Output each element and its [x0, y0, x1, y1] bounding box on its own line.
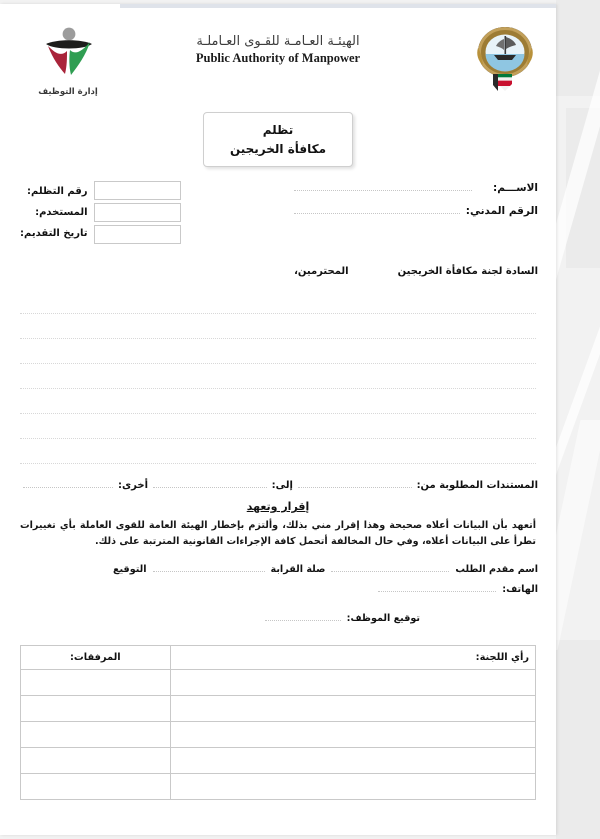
- documents-to-input[interactable]: [153, 478, 267, 488]
- documents-other-input[interactable]: [23, 478, 113, 488]
- submission-date-label: تاريخ التقديم:: [20, 228, 88, 240]
- signature-row-primary: [18, 562, 538, 580]
- documents-to-label: إلى:: [271, 480, 293, 492]
- grievance-number-input[interactable]: [94, 181, 181, 200]
- applicant-fields-zone: [0, 181, 556, 259]
- phone-input[interactable]: [378, 582, 496, 592]
- table-row: [21, 669, 536, 695]
- backdrop-block: [556, 0, 600, 96]
- cell-attachments[interactable]: [21, 773, 171, 799]
- column-header-attachments: المرفقات:: [21, 645, 171, 669]
- cell-attachments[interactable]: [21, 669, 171, 695]
- grievance-body-lines: [0, 289, 556, 464]
- document-header: [0, 4, 556, 110]
- required-documents-row: [0, 464, 556, 491]
- table-row: [21, 747, 536, 773]
- organization-name-english: Public Authority of Manpower: [195, 51, 361, 66]
- backdrop-block: [556, 640, 600, 839]
- table-row: [21, 695, 536, 721]
- name-input[interactable]: [294, 181, 472, 191]
- signature-row-employee: [18, 611, 538, 629]
- committee-table-body: [21, 669, 536, 799]
- committee-table-container: [0, 629, 556, 800]
- body-write-line[interactable]: [20, 439, 536, 464]
- applicant-name-input[interactable]: [331, 562, 449, 572]
- administrative-field-labels: [20, 181, 88, 245]
- table-row: [21, 721, 536, 747]
- form-title-box: [203, 112, 353, 167]
- phone-label: الهاتف:: [502, 583, 538, 595]
- required-documents-label: المستندات المطلوبة من:: [416, 480, 538, 492]
- pledge-heading: إقرار وتعهد: [246, 500, 310, 514]
- cell-attachments[interactable]: [21, 721, 171, 747]
- employee-signature-label: توقيع الموظف:: [346, 612, 420, 624]
- documents-from-input[interactable]: [298, 478, 412, 488]
- name-label: الاســـم:: [493, 182, 538, 195]
- cell-committee-opinion[interactable]: [170, 773, 535, 799]
- field-row-name: [288, 181, 538, 204]
- applicant-identity-fields: [288, 181, 538, 227]
- user-input[interactable]: [94, 203, 181, 222]
- form-title-line1: تظلم: [262, 123, 294, 137]
- submission-date-input[interactable]: [94, 225, 181, 244]
- organization-name-arabic: الهيئـة العـامـة للقـوى العـاملـة: [196, 34, 360, 49]
- administrative-fields: [20, 181, 181, 245]
- table-row: [21, 773, 536, 799]
- signature-zone: [0, 550, 556, 629]
- administrative-field-boxes: [94, 181, 181, 244]
- document-page: [0, 4, 556, 835]
- addressee-line: [0, 259, 556, 289]
- civil-id-input[interactable]: [294, 204, 460, 214]
- signature-label: التوقيع: [112, 563, 147, 575]
- committee-table: [20, 645, 536, 800]
- form-title-line2: مكافأة الخريجين: [229, 141, 327, 156]
- cell-attachments[interactable]: [21, 695, 171, 721]
- pledge-text: أتعهد بأن البيانات أعلاه صحيحة وهذا إقرار مني بذلك، وألتزم بإخطار الهيئة العامة للقوى العاملة بأي تغييرات تطرأ على البيانات أعلاه، وفي حال المخالفة أتحمل كافة الإجراءات القانونية المترتبة على ذلك.: [20, 520, 536, 548]
- employment-department-label: إدارة التوظيف: [38, 87, 98, 97]
- employee-signature-input[interactable]: [265, 611, 341, 621]
- relationship-label: صلة القرابة: [270, 563, 326, 575]
- cell-committee-opinion[interactable]: [170, 669, 535, 695]
- body-write-line[interactable]: [20, 289, 536, 314]
- civil-id-label: الرقم المدني:: [465, 205, 538, 218]
- kuwait-state-emblem: [472, 24, 538, 96]
- cell-attachments[interactable]: [21, 747, 171, 773]
- signature-row-phone: [18, 582, 538, 600]
- cell-committee-opinion[interactable]: [170, 747, 535, 773]
- table-header-row: [21, 645, 536, 669]
- relationship-input[interactable]: [153, 562, 265, 572]
- addressee-committee: السادة لجنة مكافأة الخريجين: [397, 266, 538, 278]
- cell-committee-opinion[interactable]: [170, 721, 535, 747]
- body-write-line[interactable]: [20, 364, 536, 389]
- form-title-container: [0, 112, 556, 167]
- grievance-number-label: رقم التظلم:: [26, 186, 88, 198]
- cell-committee-opinion[interactable]: [170, 695, 535, 721]
- body-write-line[interactable]: [20, 389, 536, 414]
- applicant-name-label: اسم مقدم الطلب: [455, 563, 538, 575]
- body-write-line[interactable]: [20, 339, 536, 364]
- user-label: المستخدم:: [35, 207, 88, 219]
- addressee-respect: المحترمين،: [294, 266, 349, 278]
- field-row-civil-id: [288, 204, 538, 227]
- body-write-line[interactable]: [20, 414, 536, 439]
- body-write-line[interactable]: [20, 314, 536, 339]
- column-header-committee-opinion: رأي اللجنة:: [170, 645, 535, 669]
- documents-other-label: أخرى:: [118, 480, 149, 492]
